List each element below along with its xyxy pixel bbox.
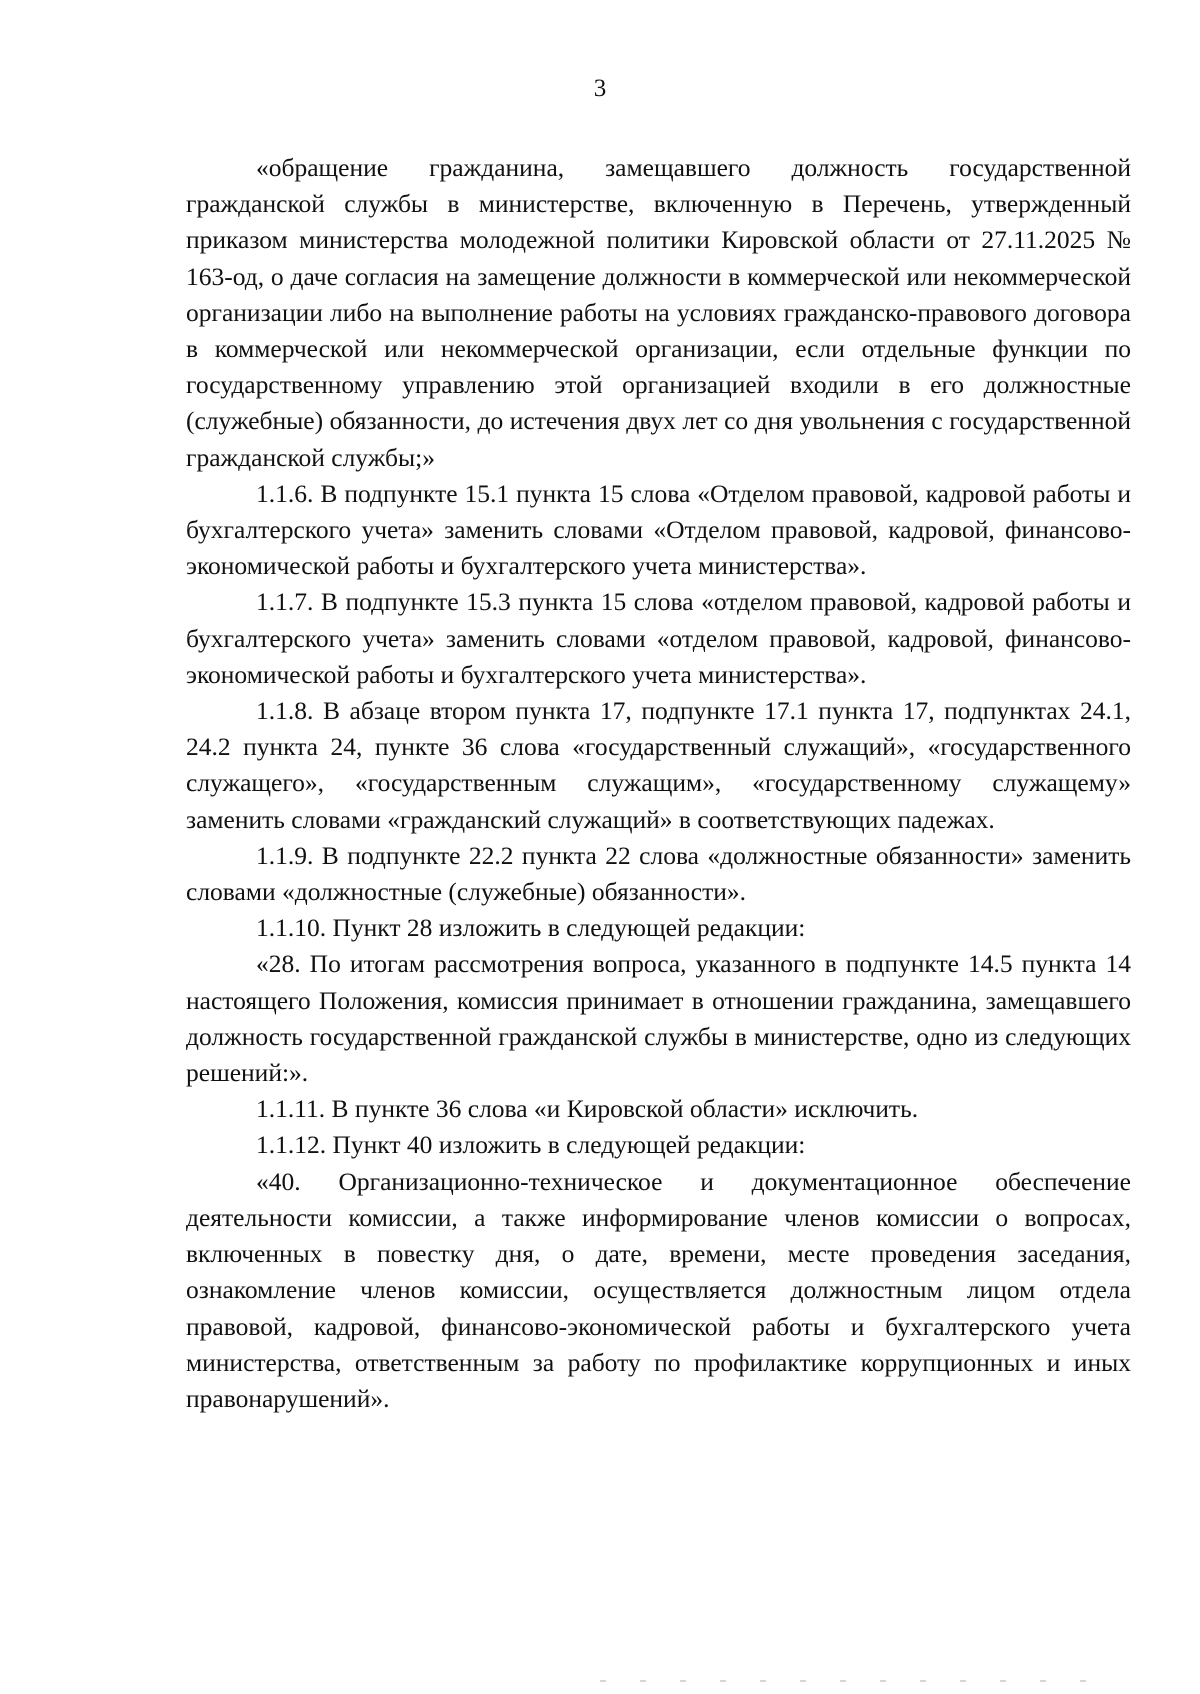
paragraph-1-1-10: 1.1.10. Пункт 28 изложить в следующей редакции: (256, 913, 806, 943)
paragraph-quoted-item-40: «40. Организационно-техническое и документационное обеспечение деятельности комиссии, а также информирование членов комиссии о вопросах, включенных в повестку дня, о дате, времени, месте проведения заседания, ознакомление членов комиссии, осуществляется должностным лицом отдела правовой, кадровой, финансово-экономической работы и бухгалтерского учета министерства, ответственным за работу по профилактике коррупционных и иных правонарушений». (186, 1166, 1131, 1413)
document-body (186, 150, 1131, 1417)
paragraph-quoted-appeal: «обращение гражданина, замещавшего должность государственной гражданской службы в министерстве, включенную в Перечень, утвержденный приказом министерства молодежной политики Кировской области от 27.11.2025 № 163-од, о даче согласия на замещение должности в коммерческой или некоммерческой организации либо на выполнение работы на условиях гражданско-правового договора в коммерческой или некоммерческой организации, если отдельные функции по государственному управлению этой организацией входили в его должностные (служебные) обязанности, до истечения двух лет со дня увольнения с государственной гражданской службы;» (186, 153, 1131, 472)
paragraph-1-1-7: 1.1.7. В подпункте 15.3 пункта 15 слова «отделом правовой, кадровой работы и бухгалтерского учета» заменить словами «отделом правовой, кадровой, финансово-экономической работы и бухгалтерского учета министерства». (186, 587, 1131, 689)
page-number: 3 (593, 75, 607, 102)
paragraph-1-1-11: 1.1.11. В пункте 36 слова «и Кировской области» исключить. (256, 1094, 919, 1124)
scan-edge-mark (600, 1680, 1120, 1682)
paragraph-quoted-item-28: «28. По итогам рассмотрения вопроса, указанного в подпункте 14.5 пункта 14 настоящего Положения, комиссия принимает в отношении гражданина, замещавшего должность государственной гражданской службы в министерстве, одно из следующих решений:». (186, 949, 1131, 1088)
paragraph-1-1-6: 1.1.6. В подпункте 15.1 пункта 15 слова «Отделом правовой, кадровой работы и бухгалтерского учета» заменить словами «Отделом правовой, кадровой, финансово-экономической работы и бухгалтерского учета министерства». (186, 478, 1131, 581)
paragraph-1-1-12: 1.1.12. Пункт 40 изложить в следующей редакции: (256, 1130, 806, 1160)
paragraph-1-1-9: 1.1.9. В подпункте 22.2 пункта 22 слова «должностные обязанности» заменить словами «должностные (служебные) обязанности». (186, 840, 1131, 907)
paragraph-1-1-8: 1.1.8. В абзаце втором пункта 17, подпункте 17.1 пункта 17, подпунктах 24.1, 24.2 пункта 24, пункте 36 слова «государственный служащий», «государственного служащего», «государственным служащим», «государственному служащему» заменить словами «гражданский служащий» в соответствующих падежах. (186, 696, 1131, 834)
